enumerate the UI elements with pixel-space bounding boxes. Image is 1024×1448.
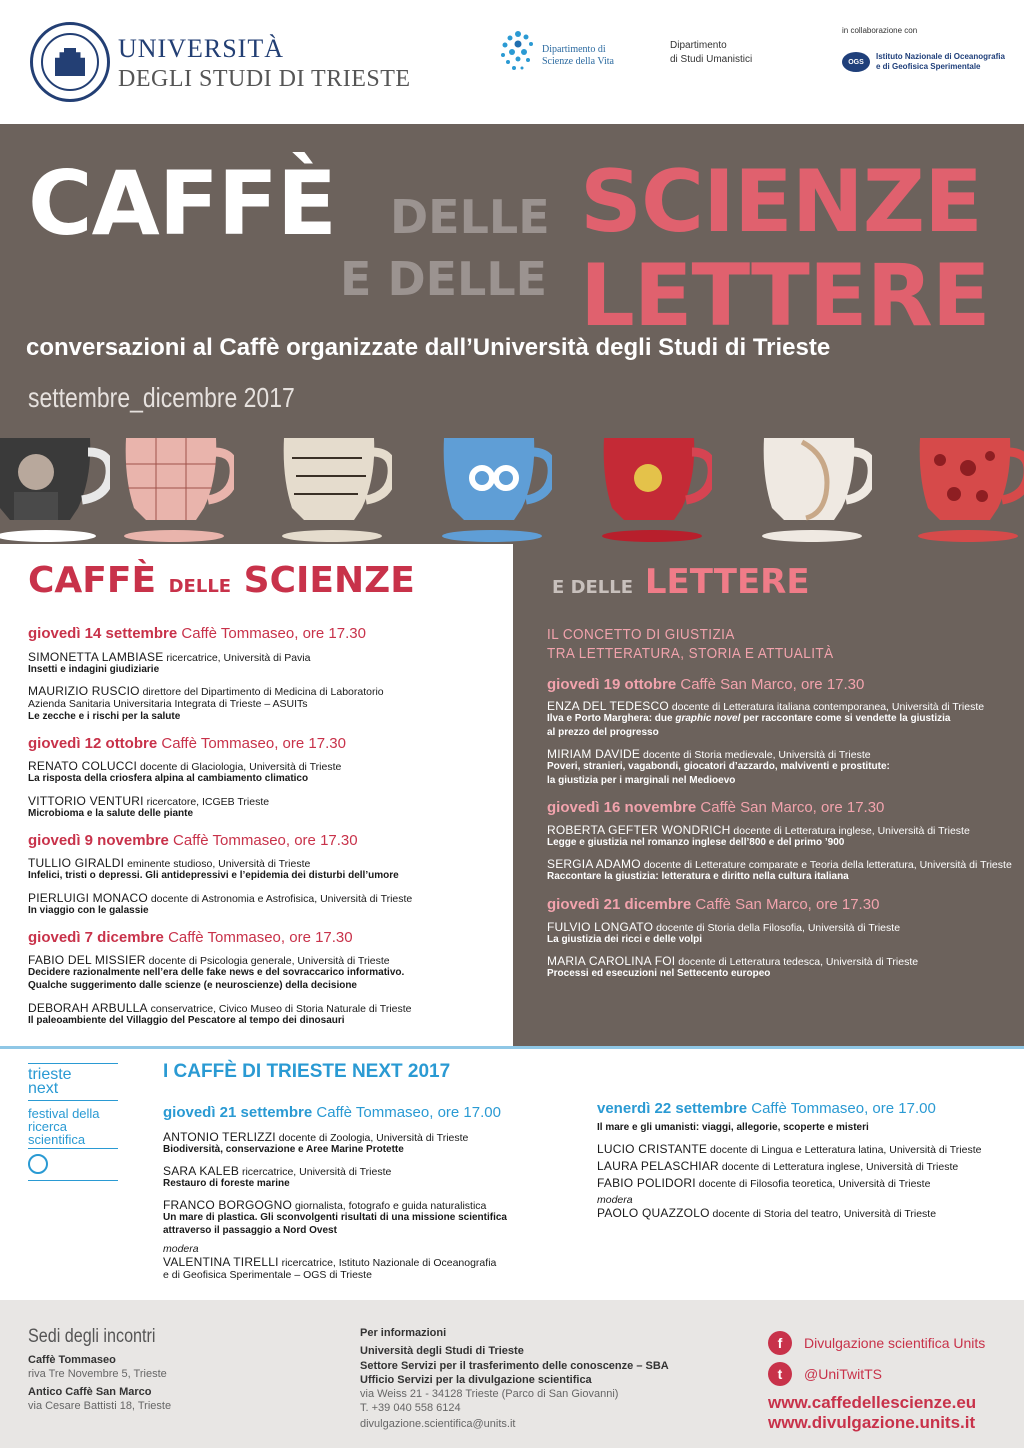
dsv-name-line2: Scienze della Vita (542, 56, 614, 67)
venue-name: Caffè Tommaseo (28, 1354, 116, 1366)
speaker-name: VITTORIO VENTURI (28, 794, 144, 808)
speaker-role: docente di Letteratura italiana contemporanea, Università di Trieste (671, 701, 985, 713)
event-place: Caffè San Marco, ore 17.30 (680, 676, 865, 693)
speaker-line (163, 1255, 496, 1269)
next-logo-rule (28, 1148, 118, 1149)
facebook-link[interactable]: Divulgazione scientifica Units (804, 1335, 986, 1351)
lettere-heading-lettere: LETTERE (644, 562, 810, 602)
talk-title: Microbioma e la salute delle piante (28, 808, 194, 819)
talk-title: La giustizia dei ricci e delle volpi (547, 934, 703, 945)
speaker-line (28, 891, 412, 905)
face-sculpture-cup-icon (762, 438, 872, 544)
periodic-table-cup-icon (124, 438, 234, 544)
event-date-line (28, 625, 366, 642)
venue-name: Antico Caffè San Marco (28, 1386, 152, 1398)
dsv-name-line1: Dipartimento di (542, 44, 606, 55)
university-name-line2: DEGLI STUDI DI TRIESTE (118, 66, 411, 92)
next-logo-ricerca: ricerca (28, 1119, 68, 1134)
speaker-role: docente di Letterature comparate e Teoria della letteratura, Università di Trieste (643, 859, 1012, 871)
website-link[interactable]: www.divulgazione.units.it (768, 1413, 976, 1432)
lettere-theme-line1: IL CONCETTO DI GIUSTIZIA (547, 626, 735, 643)
talk-title-cont: la giustizia per i marginali nel Medioevo (547, 775, 736, 786)
event-date: giovedì 7 dicembre (28, 929, 164, 946)
info-line: Settore Servizi per il trasferimento delle conoscenze – SBA (360, 1360, 669, 1372)
info-phone: T. +39 040 558 6124 (360, 1402, 461, 1414)
man-photo-cup-icon (0, 438, 110, 544)
talk-title-part: per raccontare come si vendette la giustizia (740, 713, 951, 724)
speaker-line (28, 684, 384, 698)
speaker-name: MIRIAM DAVIDE (547, 747, 641, 761)
speaker-line (547, 747, 871, 761)
talk-title: Insetti e indagini giudiziarie (28, 664, 160, 675)
talk-title-emphasis: graphic novel (675, 713, 741, 724)
dictionary-cup-icon (282, 438, 392, 544)
speaker-line (547, 699, 984, 713)
next-fish-icon (28, 1154, 48, 1174)
speaker-role: docente di Storia medievale, Università di Trieste (642, 749, 871, 761)
title-caffe: CAFFÈ (28, 152, 337, 255)
speaker-role: giornalista, fotografo e guida naturalistica (294, 1200, 487, 1212)
talk-title: Il paleoambiente del Villaggio del Pescatore al tempo dei dinosauri (28, 1015, 345, 1026)
speaker-name: DEBORAH ARBULLA (28, 1001, 148, 1015)
speaker-line (547, 954, 918, 968)
speaker-role: docente di Psicologia generale, Università di Trieste (148, 955, 390, 967)
speaker-line (547, 857, 1012, 871)
speaker-line (28, 1001, 412, 1015)
dsv-dots-logo-icon (498, 28, 538, 74)
speaker-line (547, 920, 900, 934)
speaker-line (163, 1198, 486, 1212)
speaker-role: ricercatrice, Università di Pavia (166, 652, 311, 664)
banner-period: settembre_dicembre 2017 (28, 382, 295, 413)
speaker-role-cont: Azienda Sanitaria Universitaria Integrata di Trieste – ASUITs (28, 698, 308, 710)
event-date: giovedì 16 novembre (547, 799, 697, 816)
title-lettere: LETTERE (580, 246, 990, 346)
speaker-role: ricercatrice, Istituto Nazionale di Oceanografia (281, 1257, 497, 1269)
speaker-name: FRANCO BORGOGNO (163, 1198, 293, 1212)
speaker-line (28, 953, 390, 967)
event-date-line (597, 1100, 936, 1117)
talk-title: Restauro di foreste marine (163, 1178, 290, 1189)
ogs-name-line1: Istituto Nazionale di Oceanografia (876, 52, 1005, 61)
event-place: Caffè Tommaseo, ore 17.30 (181, 625, 366, 642)
speaker-name: LAURA PELASCHIAR (597, 1159, 719, 1173)
talk-title: La risposta della criosfera alpina al cambiamento climatico (28, 773, 309, 784)
speaker-role: docente di Filosofia teoretica, Università di Trieste (698, 1178, 931, 1190)
event-date: giovedì 9 novembre (28, 832, 169, 849)
talk-title: Poveri, stranieri, vagabondi, giocatori d’azzardo, malviventi e prostitute: (547, 761, 890, 772)
lettere-heading (552, 562, 810, 602)
speaker-line (547, 823, 970, 837)
venue-address: riva Tre Novembre 5, Trieste (28, 1368, 167, 1380)
next-logo-next: next (28, 1080, 59, 1097)
info-email[interactable]: divulgazione.scientifica@units.it (360, 1418, 516, 1430)
talk-title (547, 713, 950, 724)
speaker-role: ricercatrice, Università di Trieste (241, 1166, 392, 1178)
speaker-role: docente di Letteratura inglese, Università di Trieste (721, 1161, 959, 1173)
talk-title: Infelici, tristi o depressi. Gli antidepressivi e l’epidemia dei disturbi dell’umore (28, 870, 399, 881)
info-line: Ufficio Servizi per la divulgazione scientifica (360, 1374, 592, 1386)
talk-title: Un mare di plastica. Gli sconvolgenti risultati di una missione scientifica (163, 1212, 507, 1223)
speaker-role: docente di Astronomia e Astrofisica, Università di Trieste (150, 893, 413, 905)
university-name-line1: UNIVERSITÀ (118, 34, 284, 63)
speaker-name: MARIA CAROLINA FOI (547, 954, 676, 968)
event-date-line (28, 832, 358, 849)
event-place: Caffè Tommaseo, ore 17.30 (173, 832, 358, 849)
dsu-name-line1: Dipartimento (670, 40, 727, 51)
scienze-heading (28, 560, 415, 601)
next-logo-scientifica: scientifica (28, 1132, 86, 1147)
info-line: Università degli Studi di Trieste (360, 1345, 524, 1357)
talk-title: Processi ed esecuzioni nel Settecento europeo (547, 968, 771, 979)
talk-title: Decidere razionalmente nell’era delle fake news e del sovraccarico informativo. (28, 967, 405, 978)
collaboration-label: in collaborazione con (842, 26, 918, 35)
next-title: I CAFFÈ DI TRIESTE NEXT 2017 (163, 1061, 451, 1082)
next-logo-festival: festival della (28, 1106, 100, 1121)
speaker-role: ricercatore, ICGEB Trieste (146, 796, 270, 808)
title-scienze: SCIENZE (580, 152, 982, 252)
speaker-line (163, 1130, 468, 1144)
venue-address: via Cesare Battisti 18, Trieste (28, 1400, 172, 1412)
talk-title: Legge e giustizia nel romanzo inglese dell’800 e del primo ’900 (547, 837, 845, 848)
talk-title: Il mare e gli umanisti: viaggi, allegorie, scoperte e misteri (597, 1122, 869, 1133)
event-date: venerdì 22 settembre (597, 1100, 748, 1117)
speaker-role: docente di Zoologia, Università di Trieste (278, 1132, 469, 1144)
event-date-line (28, 735, 346, 752)
event-place: Caffè Tommaseo, ore 17.00 (751, 1100, 936, 1117)
speaker-name: TULLIO GIRALDI (28, 856, 125, 870)
speaker-line (597, 1142, 981, 1156)
moderator-label: modera (163, 1243, 199, 1255)
speaker-name: MAURIZIO RUSCIO (28, 684, 140, 698)
speaker-role: docente di Glaciologia, Università di Trieste (139, 761, 342, 773)
title-delle: DELLE (390, 190, 550, 244)
speaker-role-cont: e di Geofisica Sperimentale – OGS di Trieste (163, 1269, 372, 1281)
event-date-line (547, 896, 879, 913)
event-date-line (547, 799, 884, 816)
speaker-role: docente di Letteratura inglese, Università di Trieste (733, 825, 970, 837)
speaker-name: LUCIO CRISTANTE (597, 1142, 708, 1156)
next-logo-trieste: trieste (28, 1066, 72, 1083)
moderator-label: modera (597, 1194, 633, 1206)
twitter-icon[interactable]: t (768, 1362, 792, 1386)
event-date-line (547, 676, 864, 693)
talk-title: In viaggio con le galassie (28, 905, 149, 916)
event-place: Caffè Tommaseo, ore 17.30 (161, 735, 346, 752)
event-date: giovedì 19 ottobre (547, 676, 677, 693)
talk-title: Biodiversità, conservazione e Aree Marine Protette (163, 1144, 404, 1155)
co-cloud-cup-icon (442, 438, 552, 544)
speaker-line (28, 856, 310, 870)
speaker-line (597, 1206, 936, 1220)
event-date-line (163, 1104, 501, 1121)
talk-title-cont: al prezzo del progresso (547, 727, 659, 738)
event-place: Caffè Tommaseo, ore 17.30 (168, 929, 353, 946)
talk-title-cont: attraverso il passaggio a Nord Ovest (163, 1225, 337, 1236)
scienze-heading-delle: DELLE (168, 576, 232, 597)
facebook-icon[interactable]: f (768, 1331, 792, 1355)
talk-title: Le zecche e i rischi per la salute (28, 711, 181, 722)
next-logo-rule (28, 1180, 118, 1181)
next-logo-rule (28, 1063, 118, 1064)
ogs-logo-icon: OGS (842, 52, 870, 72)
next-logo-rule (28, 1100, 118, 1101)
speaker-role: conservatrice, Civico Museo di Storia Naturale di Trieste (150, 1003, 412, 1015)
speaker-name: VALENTINA TIRELLI (163, 1255, 279, 1269)
speaker-line (597, 1159, 958, 1173)
speaker-name: FABIO DEL MISSIER (28, 953, 146, 967)
info-title: Per informazioni (360, 1327, 447, 1339)
event-place: Caffè San Marco, ore 17.30 (700, 799, 885, 816)
speaker-name: FULVIO LONGATO (547, 920, 654, 934)
next-divider (0, 1046, 1024, 1049)
scienze-heading-scienze: SCIENZE (243, 560, 415, 601)
speaker-role: eminente studioso, Università di Trieste (127, 858, 311, 870)
lettere-heading-e-delle: E DELLE (552, 577, 634, 598)
scienze-heading-caffe: CAFFÈ (28, 560, 157, 601)
red-flower-cup-icon (602, 438, 712, 544)
event-date: giovedì 14 settembre (28, 625, 178, 642)
talk-title: Raccontare la giustizia: letteratura e diritto nella cultura italiana (547, 871, 849, 882)
venues-title: Sedi degli incontri (28, 1326, 156, 1347)
speaker-name: RENATO COLUCCI (28, 759, 138, 773)
banner-subtitle: conversazioni al Caffè organizzate dall’Università degli Studi di Trieste (26, 334, 831, 361)
talk-title-cont: Qualche suggerimento dalle scienze (e neuroscienze) della decisione (28, 980, 357, 991)
speaker-line (28, 759, 341, 773)
title-e-delle: E DELLE (340, 252, 548, 306)
event-place: Caffè Tommaseo, ore 17.00 (316, 1104, 501, 1121)
speaker-line (28, 794, 269, 808)
speaker-name: PAOLO QUAZZOLO (597, 1206, 710, 1220)
info-address: via Weiss 21 - 34128 Trieste (Parco di San Giovanni) (360, 1388, 619, 1400)
speaker-role: docente di Storia del teatro, Università di Trieste (712, 1208, 937, 1220)
twitter-link[interactable]: @UniTwitTS (804, 1366, 882, 1382)
university-seal-icon (30, 22, 110, 102)
event-date: giovedì 21 dicembre (547, 896, 692, 913)
speaker-line (28, 650, 310, 664)
event-place: Caffè San Marco, ore 17.30 (695, 896, 880, 913)
ogs-name-line2: e di Geofisica Sperimentale (876, 62, 981, 71)
speaker-role: docente di Letteratura tedesca, Università di Trieste (678, 956, 919, 968)
speaker-name: SIMONETTA LAMBIASE (28, 650, 164, 664)
event-date-line (28, 929, 353, 946)
speaker-name: SARA KALEB (163, 1164, 240, 1178)
dsu-name-line2: di Studi Umanistici (670, 54, 753, 65)
talk-title-part: Ilva e Porto Marghera: due (547, 713, 676, 724)
speaker-name: ROBERTA GEFTER WONDRICH (547, 823, 731, 837)
speaker-line (163, 1164, 391, 1178)
red-cells-cup-icon (918, 438, 1024, 544)
website-link[interactable]: www.caffedellescienze.eu (768, 1393, 977, 1412)
event-date: giovedì 21 settembre (163, 1104, 313, 1121)
lettere-theme-line2: TRA LETTERATURA, STORIA E ATTUALITÀ (547, 645, 834, 662)
speaker-role: docente di Storia della Filosofia, Università di Trieste (656, 922, 901, 934)
speaker-line (597, 1176, 930, 1190)
speaker-name: PIERLUIGI MONACO (28, 891, 148, 905)
event-date: giovedì 12 ottobre (28, 735, 158, 752)
speaker-name: SERGIA ADAMO (547, 857, 641, 871)
speaker-name: ENZA DEL TEDESCO (547, 699, 669, 713)
speaker-role: docente di Lingua e Letteratura latina, Università di Trieste (710, 1144, 982, 1156)
speaker-role: direttore del Dipartimento di Medicina di Laboratorio (142, 686, 384, 698)
speaker-name: FABIO POLIDORI (597, 1176, 696, 1190)
speaker-name: ANTONIO TERLIZZI (163, 1130, 276, 1144)
